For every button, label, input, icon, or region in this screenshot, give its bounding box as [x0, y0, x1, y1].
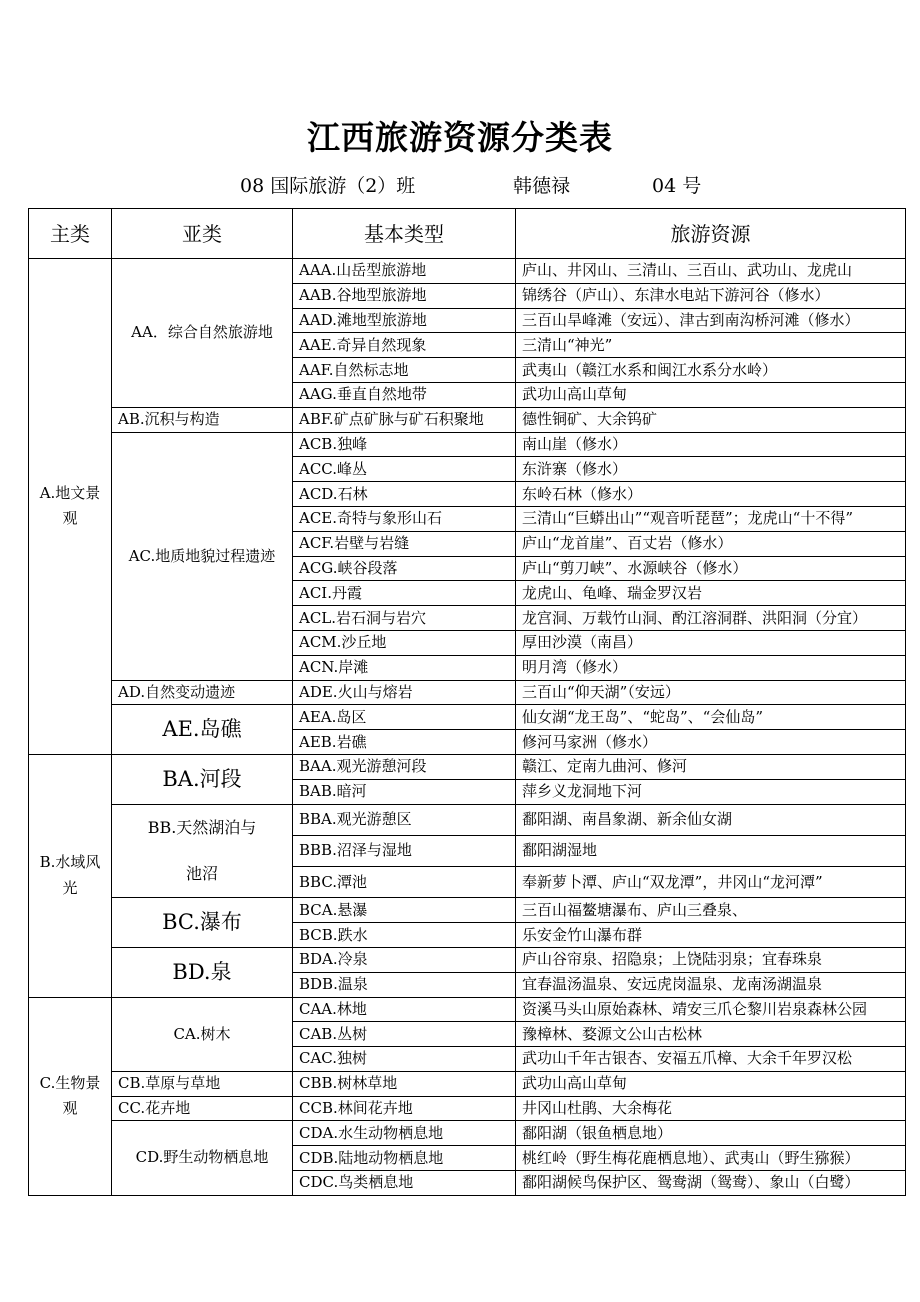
basic-type: BAA.观光游憩河段 — [293, 754, 516, 779]
basic-type: BCB.跌水 — [293, 923, 516, 948]
sub-class-cc: CC.花卉地 — [112, 1096, 293, 1121]
basic-type: ACN.岸滩 — [293, 655, 516, 680]
resource: 厚田沙漠（南昌） — [516, 630, 906, 655]
basic-type: ACD.石林 — [293, 482, 516, 507]
resource: 武功山千年古银杏、安福五爪樟、大余千年罗汉松 — [516, 1047, 906, 1072]
basic-type: AAE.奇异自然现象 — [293, 333, 516, 358]
basic-type: ACL.岩石洞与岩穴 — [293, 606, 516, 631]
basic-type: CAB.丛树 — [293, 1022, 516, 1047]
resource: 三百山福鳌塘瀑布、庐山三叠泉、 — [516, 898, 906, 923]
basic-type: CDB.陆地动物栖息地 — [293, 1146, 516, 1171]
sub-class-bb: BB.天然湖泊与池沼 — [112, 804, 293, 898]
resource: 庐山、井冈山、三清山、三百山、武功山、龙虎山 — [516, 259, 906, 284]
resource: 豫樟林、婺源文公山古松林 — [516, 1022, 906, 1047]
resource: 仙女湖“龙王岛”、“蛇岛”、“会仙岛” — [516, 705, 906, 730]
resource: 南山崖（修水） — [516, 432, 906, 457]
resource: 三百山旱峰滩（安远）、津古到南沟桥河滩（修水） — [516, 308, 906, 333]
basic-type: CDC.鸟类栖息地 — [293, 1171, 516, 1196]
basic-type: ACE.奇特与象形山石 — [293, 506, 516, 531]
table-row — [29, 705, 906, 730]
table-row — [29, 1071, 906, 1096]
table-row — [29, 898, 906, 923]
table-row — [29, 947, 906, 972]
resource: 资溪马头山原始森林、靖安三爪仑黎川岩泉森林公园 — [516, 997, 906, 1022]
basic-type: ACF.岩壁与岩缝 — [293, 531, 516, 556]
resource: 东岭石林（修水） — [516, 482, 906, 507]
sub-class-ae: AE.岛礁 — [112, 705, 293, 755]
resource: 鄱阳湖候鸟保护区、鸳鸯湖（鸳鸯）、象山（白鹭） — [516, 1171, 906, 1196]
table-row — [29, 407, 906, 432]
table-row — [29, 680, 906, 705]
resource: 庐山“剪刀峡”、水源峡谷（修水） — [516, 556, 906, 581]
resource: 鄱阳湖（银鱼栖息地） — [516, 1121, 906, 1146]
page-title: 江西旅游资源分类表 — [307, 118, 613, 157]
table-row — [29, 432, 906, 457]
table-header-row — [29, 209, 906, 259]
basic-type: AAG.垂直自然地带 — [293, 382, 516, 407]
basic-type: BBC.潭池 — [293, 867, 516, 898]
main-class-c: C.生物景观 — [29, 997, 112, 1195]
resource: 龙宫洞、万载竹山洞、酌江溶洞群、洪阳洞（分宜） — [516, 606, 906, 631]
resource: 三清山“巨蟒出山”“观音听琵琶”；龙虎山“十不得” — [516, 506, 906, 531]
classification-table — [28, 208, 906, 1196]
basic-type: AEB.岩礁 — [293, 730, 516, 755]
basic-type: ACI.丹霞 — [293, 581, 516, 606]
resource: 奉新萝卜潭、庐山“双龙潭”，井冈山“龙河潭” — [516, 867, 906, 898]
resource: 武功山高山草甸 — [516, 382, 906, 407]
basic-type: BAB.暗河 — [293, 779, 516, 804]
sub-class-ad: AD.自然变动遗迹 — [112, 680, 293, 705]
basic-type: ACB.独峰 — [293, 432, 516, 457]
basic-type: AAF.自然标志地 — [293, 358, 516, 383]
table-row — [29, 804, 906, 835]
basic-type: BCA.悬瀑 — [293, 898, 516, 923]
class-name: 08 国际旅游（2）班 — [240, 175, 416, 197]
resource: 德性铜矿、大余钨矿 — [516, 407, 906, 432]
basic-type: BBA.观光游憩区 — [293, 804, 516, 835]
table-row — [29, 1121, 906, 1146]
resource: 庐山“龙首崖”、百丈岩（修水） — [516, 531, 906, 556]
sub-class-aa: AA．综合自然旅游地 — [112, 259, 293, 408]
resource: 宜春温汤温泉、安远虎岗温泉、龙南汤湖温泉 — [516, 972, 906, 997]
sub-class-ac: AC.地质地貌过程遗迹 — [112, 432, 293, 680]
basic-type: CDA.水生动物栖息地 — [293, 1121, 516, 1146]
sub-class-bd: BD.泉 — [112, 947, 293, 997]
basic-type: BDA.冷泉 — [293, 947, 516, 972]
table-row — [29, 259, 906, 284]
sub-class-ba: BA.河段 — [112, 754, 293, 804]
basic-type: ADE.火山与熔岩 — [293, 680, 516, 705]
resource: 明月湾（修水） — [516, 655, 906, 680]
resource: 武功山高山草甸 — [516, 1071, 906, 1096]
resource: 赣江、定南九曲河、修河 — [516, 754, 906, 779]
student-number: 04 号 — [652, 175, 702, 197]
resource: 修河马家洲（修水） — [516, 730, 906, 755]
resource: 庐山谷帘泉、招隐泉；上饶陆羽泉；宜春珠泉 — [516, 947, 906, 972]
resource: 三清山“神光” — [516, 333, 906, 358]
header-main-class: 主类 — [29, 209, 112, 259]
basic-type: CAA.林地 — [293, 997, 516, 1022]
basic-type: BBB.沼泽与湿地 — [293, 835, 516, 866]
resource: 井冈山杜鹃、大余梅花 — [516, 1096, 906, 1121]
main-class-b: B.水域风光 — [29, 754, 112, 997]
resource: 东浒寨（修水） — [516, 457, 906, 482]
basic-type: ABF.矿点矿脉与矿石积聚地 — [293, 407, 516, 432]
table-row — [29, 1096, 906, 1121]
basic-type: CCB.林间花卉地 — [293, 1096, 516, 1121]
resource: 鄱阳湖、南昌象湖、新余仙女湖 — [516, 804, 906, 835]
header-resource: 旅游资源 — [516, 209, 906, 259]
basic-type: CBB.树林草地 — [293, 1071, 516, 1096]
resource: 乐安金竹山瀑布群 — [516, 923, 906, 948]
resource: 龙虎山、龟峰、瑞金罗汉岩 — [516, 581, 906, 606]
basic-type: AAB.谷地型旅游地 — [293, 283, 516, 308]
header-sub-class: 亚类 — [112, 209, 293, 259]
basic-type: ACG.峡谷段落 — [293, 556, 516, 581]
basic-type: AAD.滩地型旅游地 — [293, 308, 516, 333]
resource: 锦绣谷（庐山）、东津水电站下游河谷（修水） — [516, 283, 906, 308]
basic-type: BDB.温泉 — [293, 972, 516, 997]
table-row — [29, 997, 906, 1022]
sub-class-cd: CD.野生动物栖息地 — [112, 1121, 293, 1195]
resource: 萍乡义龙洞地下河 — [516, 779, 906, 804]
resource: 三百山“仰天湖”（安远） — [516, 680, 906, 705]
header-basic-type: 基本类型 — [293, 209, 516, 259]
basic-type: AAA.山岳型旅游地 — [293, 259, 516, 284]
resource: 桃红岭（野生梅花鹿栖息地）、武夷山（野生猕猴） — [516, 1146, 906, 1171]
sub-class-ca: CA.树木 — [112, 997, 293, 1071]
table-row — [29, 754, 906, 779]
main-class-a: A.地文景观 — [29, 259, 112, 755]
resource: 鄱阳湖湿地 — [516, 835, 906, 866]
basic-type: ACM.沙丘地 — [293, 630, 516, 655]
author-name: 韩德禄 — [513, 175, 571, 197]
basic-type: CAC.独树 — [293, 1047, 516, 1072]
basic-type: AEA.岛区 — [293, 705, 516, 730]
resource: 武夷山（赣江水系和闽江水系分水岭） — [516, 358, 906, 383]
sub-class-bc: BC.瀑布 — [112, 898, 293, 948]
sub-class-ab: AB.沉积与构造 — [112, 407, 293, 432]
basic-type: ACC.峰丛 — [293, 457, 516, 482]
sub-class-cb: CB.草原与草地 — [112, 1071, 293, 1096]
